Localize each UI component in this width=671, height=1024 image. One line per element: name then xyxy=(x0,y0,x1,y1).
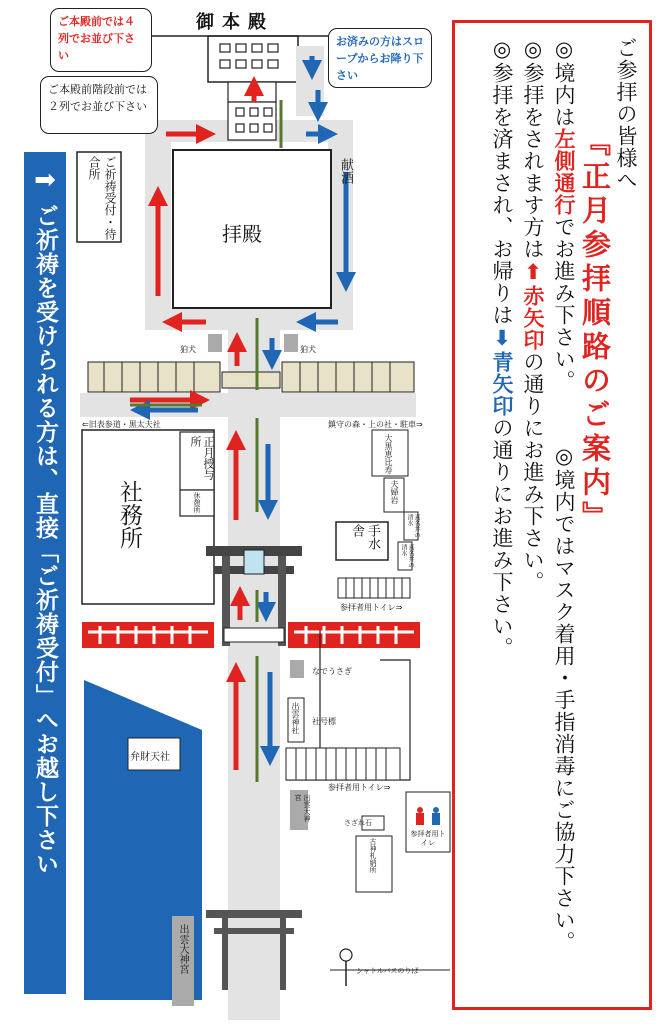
toilet-upper-label: 参拝者用トイレ⇒ xyxy=(340,603,403,612)
daikoku-label: 大黒恵比寿 xyxy=(384,434,393,474)
benzaiten-label: 弁財天社 xyxy=(130,752,170,763)
guide-rule4 xyxy=(490,37,514,659)
bubble-stairs-two-lines: ご本殿前階段前では２列でお並び下さい xyxy=(40,76,158,134)
kikyou-right-label: 真名井の清水 xyxy=(400,544,414,568)
honden-label: 御本殿 xyxy=(196,12,274,33)
toilet-lower-label: 参拝者用トイレ⇒ xyxy=(328,783,391,792)
toilet-female-icon xyxy=(416,813,424,825)
sazare-label: さざれ石 xyxy=(344,819,372,827)
red-up-arrow-icon: ⬆ xyxy=(521,260,545,285)
rule1-post: でお進み下さい。 xyxy=(552,216,576,392)
rule1-red: 左側通行 xyxy=(552,128,576,216)
fuufu-iwa-label: 夫婦岩 xyxy=(390,480,399,504)
juyo-label: 正月授与所 xyxy=(189,436,215,480)
nade-usagi-icon xyxy=(290,660,304,678)
izumo-jinja-label: 出雲神社 xyxy=(291,702,300,734)
komainu-left-label: 狛犬 xyxy=(180,345,196,354)
toilet-stairs-lower xyxy=(286,748,400,780)
rule4-post: の通りにお進み下さい。 xyxy=(490,417,514,659)
rule1-pre: ◎境内は xyxy=(552,37,576,128)
kitou-label: ご祈祷受付・待合所 xyxy=(87,156,117,240)
guide-rule3 xyxy=(521,37,545,593)
shamusho-label: 社務所 xyxy=(116,480,142,549)
guide-greeting: ご参拝の皆様へ xyxy=(614,37,638,191)
temizuya-label: 手水舎 xyxy=(349,524,380,550)
bubble-front-four-lines: ご本殿前では４列でお並び下さい xyxy=(50,8,152,72)
konosu-label: 古神札納所 xyxy=(369,838,377,873)
shagouhyou-label: 社号標 xyxy=(312,717,336,726)
rule3-post: の通りにお進み下さい。 xyxy=(521,351,545,593)
kikyou-left-label: 真名井の清水 xyxy=(406,514,420,538)
nade-usagi-label: なでうさぎ xyxy=(312,667,352,676)
shuttle-label: シャトルバスのりば xyxy=(356,967,419,975)
izumo-stone-label: 出雲大神宮 xyxy=(294,794,311,822)
rule4-blue: 青矢印 xyxy=(490,351,514,417)
bubble-slope: お済みの方はスロープからお降り下さい xyxy=(328,28,432,88)
toilet-stairs-upper xyxy=(338,578,410,598)
komainu-right-icon xyxy=(284,334,298,352)
kitou-banner-text: ご祈祷を受けられる方は、直接「ご祈祷受付」へお越し下さい xyxy=(32,204,58,876)
izumo-pillar-label: 出雲大神宮 xyxy=(177,924,188,974)
chinju-road-label: 鎮守の森・上の社・駐車⇒ xyxy=(328,420,423,429)
rule3-red: 赤矢印 xyxy=(521,285,545,351)
komainu-left-icon xyxy=(208,334,222,352)
rule4-pre: ◎参拝を済まされ、お帰りは xyxy=(490,37,514,326)
bus-stop-icon xyxy=(340,949,352,961)
guide-title: 『正月参拝順路のご案内』 xyxy=(578,127,612,535)
right-arrow-icon: ➡ xyxy=(34,165,56,195)
rest-label: 休憩所 xyxy=(193,492,201,513)
old-road-label: ⇐旧表参道・黒太夫社 xyxy=(82,420,161,429)
guide-text xyxy=(486,37,641,997)
komainu-right-label: 狛犬 xyxy=(300,345,316,354)
kitou-banner xyxy=(24,152,66,994)
rule3-pre: ◎参拝をされます方は xyxy=(521,37,545,260)
toilet-male-icon xyxy=(432,813,440,825)
toilet-box-label: 参拝者用トイレ xyxy=(410,830,446,847)
blue-down-arrow-icon: ⬇ xyxy=(490,326,514,351)
guide-rule1 xyxy=(552,37,576,392)
guide-rule2: ◎境内ではマスク着用・手指消毒にご協力下さい。 xyxy=(552,444,576,953)
kenshu-label: 献酒 xyxy=(338,158,353,184)
guide-panel xyxy=(452,20,652,1010)
haiden-label: 拝殿 xyxy=(222,222,262,246)
